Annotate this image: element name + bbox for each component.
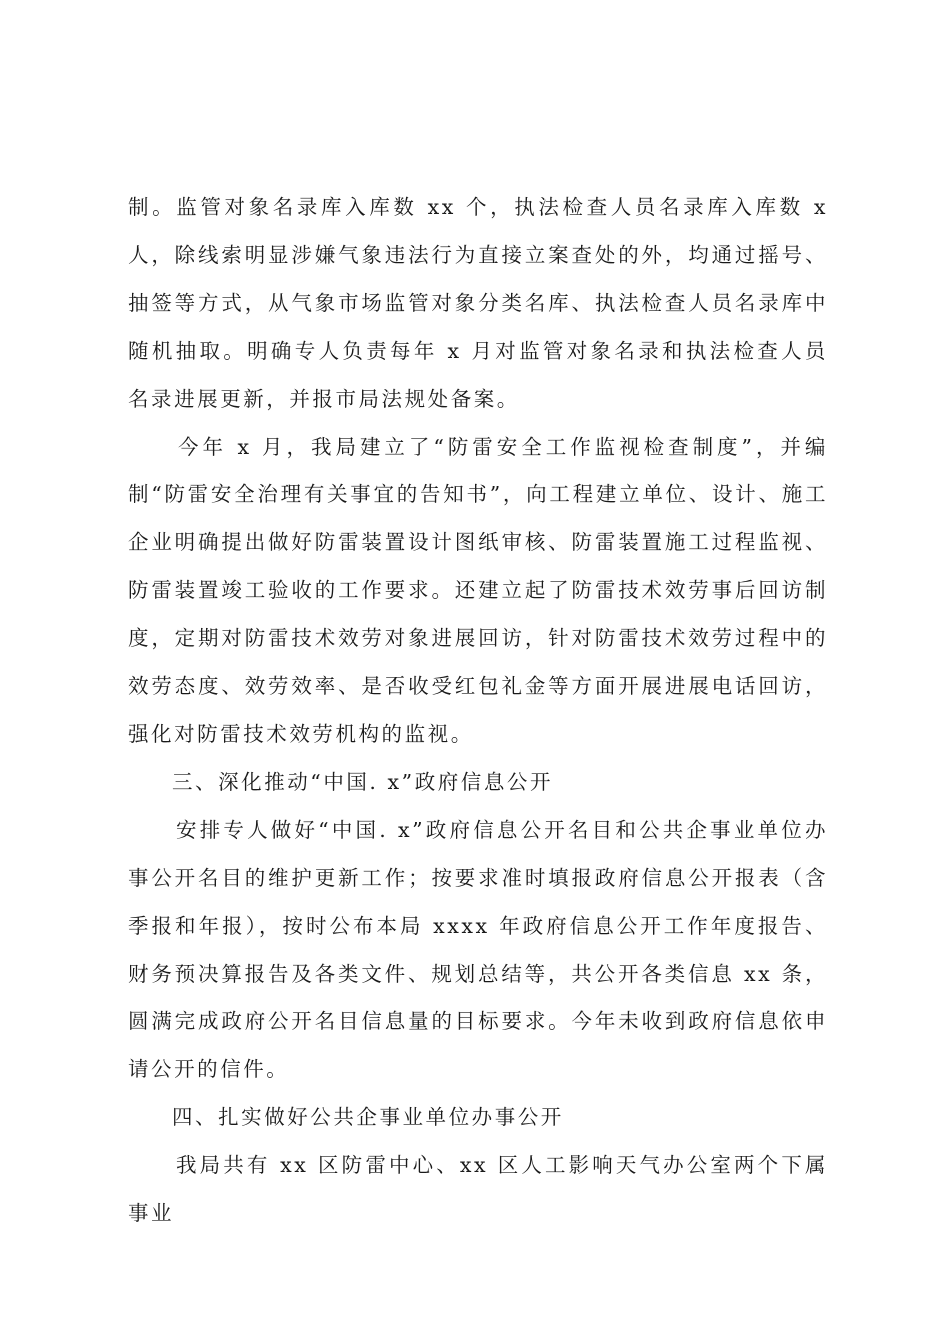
document-body: [128, 184, 828, 1238]
paragraph-lightning-safety: 今年 x 月，我局建立了“防雷安全工作监视检查制度”，并编制“防雷安全治理有关事宜的告知书”，向工程建立单位、设计、施工企业明确提出做好防雷装置设计图纸审核、防雷装置施工过程监视、防雷装置竣工验收的工作要求。还建立起了防雷技术效劳事后回访制度，定期对防雷技术效劳对象进展回访，针对防雷技术效劳过程中的效劳态度、效劳效率、是否收受红包礼金等方面开展进展电话回访，强化对防雷技术效劳机构的监视。: [128, 434, 828, 746]
paragraph-info-disclosure: 安排专人做好“中国. x”政府信息公开名目和公共企事业单位办事公开名目的维护更新工作；按要求准时填报政府信息公开报表（含季报和年报），按时公布本局 xxxx 年政府信息公开工作年度报告、财务预决算报告及各类文件、规划总结等，共公开各类信息 xx 条，圆满完成政府公开名目信息量的目标要求。今年未收到政府信息依申请公开的信件。: [128, 817, 828, 1082]
section-heading-4: 四、扎实做好公共企事业单位办事公开: [172, 1105, 564, 1130]
section-heading-3: 三、深化推动“中国. x”政府信息公开: [172, 769, 554, 794]
paragraph-public-units: 我局共有 xx 区防雷中心、xx 区人工影响天气办公室两个下属事业: [128, 1153, 828, 1226]
paragraph-supervision-list: 制。监管对象名录库入库数 xx 个，执法检查人员名录库入库数 x 人，除线索明显涉嫌气象违法行为直接立案查处的外，均通过摇号、抽签等方式，从气象市场监管对象分类名库、执法检查人员名录库中随机抽取。明确专人负责每年 x 月对监管对象名录和执法检查人员名录进展更新，并报市局法规处备案。: [128, 195, 828, 411]
